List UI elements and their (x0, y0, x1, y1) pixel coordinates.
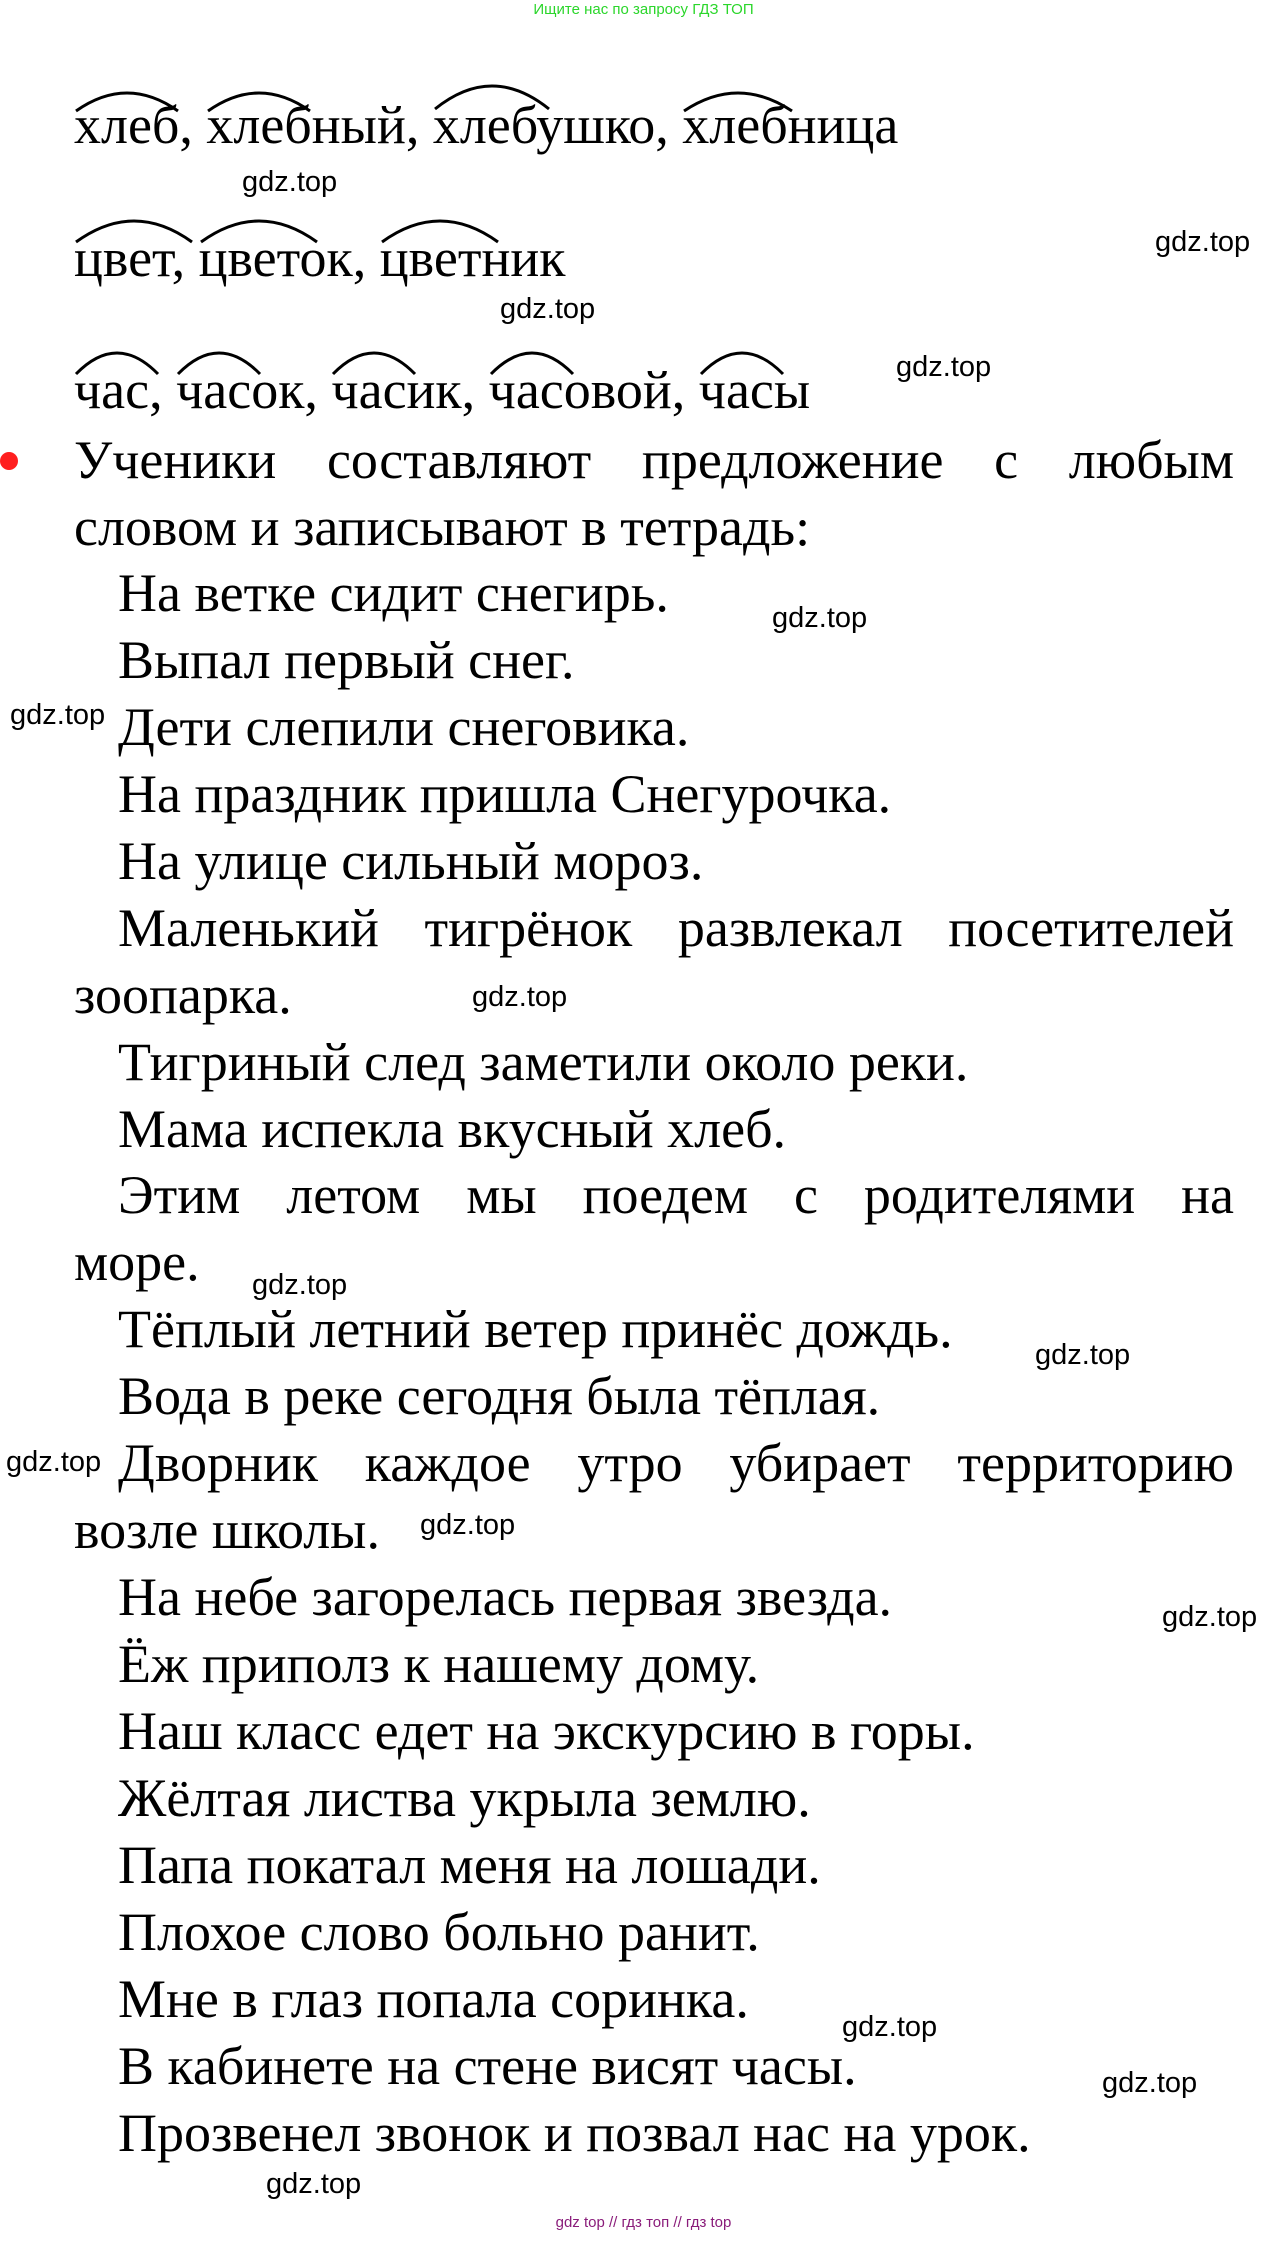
watermark: gdz.top (252, 1269, 348, 1301)
sentence: море. (74, 1232, 200, 1292)
root-arc (204, 81, 314, 115)
root-arc (72, 81, 182, 115)
sentence: Плохое слово больно ранит. (118, 1902, 760, 1962)
word-rest: овой, (563, 360, 686, 420)
root-arc (487, 340, 577, 378)
root-arc (197, 208, 321, 246)
word-hlebnyi (206, 95, 419, 155)
sentence: Выпал первый снег. (118, 630, 575, 690)
root-arc (431, 73, 553, 113)
word-chasok (176, 360, 318, 420)
word-hleb (74, 95, 193, 155)
watermark: gdz.top (1102, 2067, 1198, 2099)
intro-line-1: Ученики составляют предложение с любым (74, 430, 1234, 490)
word-rest: ник (481, 228, 566, 288)
word-root: хлеб (206, 95, 312, 155)
sentence: На ветке сидит снегирь. (118, 563, 669, 623)
watermark: gdz.top (1162, 1601, 1258, 1633)
footer-links: gdz top // гдз топ // гдз top (555, 2214, 732, 2231)
sentence: Мне в глаз попала соринка. (118, 1969, 749, 2029)
sentence: Прозвенел звонок и позвал нас на урок. (118, 2103, 1031, 2163)
watermark: gdz.top (1035, 1339, 1131, 1371)
word-root: час (74, 360, 150, 420)
word-root: час (698, 360, 774, 420)
sentence: На улице сильный мороз. (118, 831, 704, 891)
word-tsvetnik (380, 228, 566, 288)
sentence: Тигриный след заметили около реки. (118, 1032, 969, 1092)
word-group-color (74, 228, 565, 288)
word-tsvet (74, 228, 185, 288)
word-root: час (331, 360, 407, 420)
watermark: gdz.top (242, 166, 338, 198)
word-root: час (176, 360, 252, 420)
top-banner: Ищите нас по запросу ГДЗ ТОП (533, 1, 754, 18)
sentence: Тёплый летний ветер принёс дождь. (118, 1299, 953, 1359)
root-arc (378, 208, 502, 246)
word-rest: , (149, 360, 163, 420)
root-arc (697, 340, 787, 378)
sentence: Дети слепили снеговика. (118, 697, 690, 757)
sentence: Дворник каждое утро убирает территорию (118, 1433, 1234, 1493)
word-hlebushko (433, 95, 669, 155)
sentence: Вода в реке сегодня была тёплая. (118, 1366, 881, 1426)
bullet-marker (0, 452, 18, 470)
word-rest: , (171, 228, 186, 288)
word-chasik (331, 360, 475, 420)
word-rest: ик, (406, 360, 476, 420)
sentence: Наш класс едет на экскурсию в горы. (118, 1701, 975, 1761)
sentence: возле школы. (74, 1500, 380, 1560)
root-arc (174, 340, 264, 378)
word-rest: ница (787, 95, 899, 155)
word-hlebnitsa (682, 95, 898, 155)
word-rest: ушко, (536, 95, 669, 155)
watermark: gdz.top (472, 981, 568, 1013)
root-arc (72, 340, 162, 378)
sentence: Жёлтая листва укрыла землю. (118, 1768, 811, 1828)
watermark: gdz.top (896, 351, 992, 383)
sentence: Этим летом мы поедем с родителями на (118, 1165, 1234, 1225)
word-tsvetok (199, 228, 367, 288)
word-chasovoi (489, 360, 686, 420)
word-rest: , (179, 95, 193, 155)
sentence: В кабинете на стене висят часы. (118, 2036, 857, 2096)
word-chas (74, 360, 163, 420)
watermark: gdz.top (266, 2168, 362, 2200)
sentence: Папа покатал меня на лошади. (118, 1835, 821, 1895)
sentence: Мама испекла вкусный хлеб. (118, 1099, 787, 1159)
word-rest: ы (773, 360, 811, 420)
watermark: gdz.top (842, 2011, 938, 2043)
intro-line-2: словом и записывают в тетрадь: (74, 497, 811, 557)
word-root: час (488, 360, 564, 420)
sentence: На небе загорелась первая звезда. (118, 1567, 893, 1627)
sentence: Ёж приполз к нашему дому. (118, 1634, 760, 1694)
word-rest: ный, (311, 95, 420, 155)
watermark: gdz.top (1155, 226, 1251, 258)
sentence: Маленький тигрёнок развлекал посетителей (118, 898, 1234, 958)
watermark: gdz.top (500, 293, 596, 325)
word-chasy (699, 360, 810, 420)
sentence: зоопарка. (74, 965, 292, 1025)
watermark: gdz.top (10, 699, 106, 731)
watermark: gdz.top (420, 1509, 516, 1541)
word-root: хлеб (74, 95, 180, 155)
word-group-hour (74, 360, 810, 420)
word-root: цвет (379, 228, 482, 288)
root-arc (72, 208, 196, 246)
word-rest: ок, (251, 360, 318, 420)
word-rest: ок, (299, 228, 367, 288)
sentence: На праздник пришла Снегурочка. (118, 764, 892, 824)
word-root: хлеб (432, 95, 537, 155)
word-group-bread (74, 95, 898, 155)
word-root: хлеб (682, 95, 788, 155)
root-arc (680, 81, 796, 115)
root-arc (329, 340, 419, 378)
word-root: цвет (74, 228, 172, 288)
watermark: gdz.top (772, 602, 868, 634)
word-root: цвет (198, 228, 300, 288)
watermark: gdz.top (6, 1446, 102, 1478)
